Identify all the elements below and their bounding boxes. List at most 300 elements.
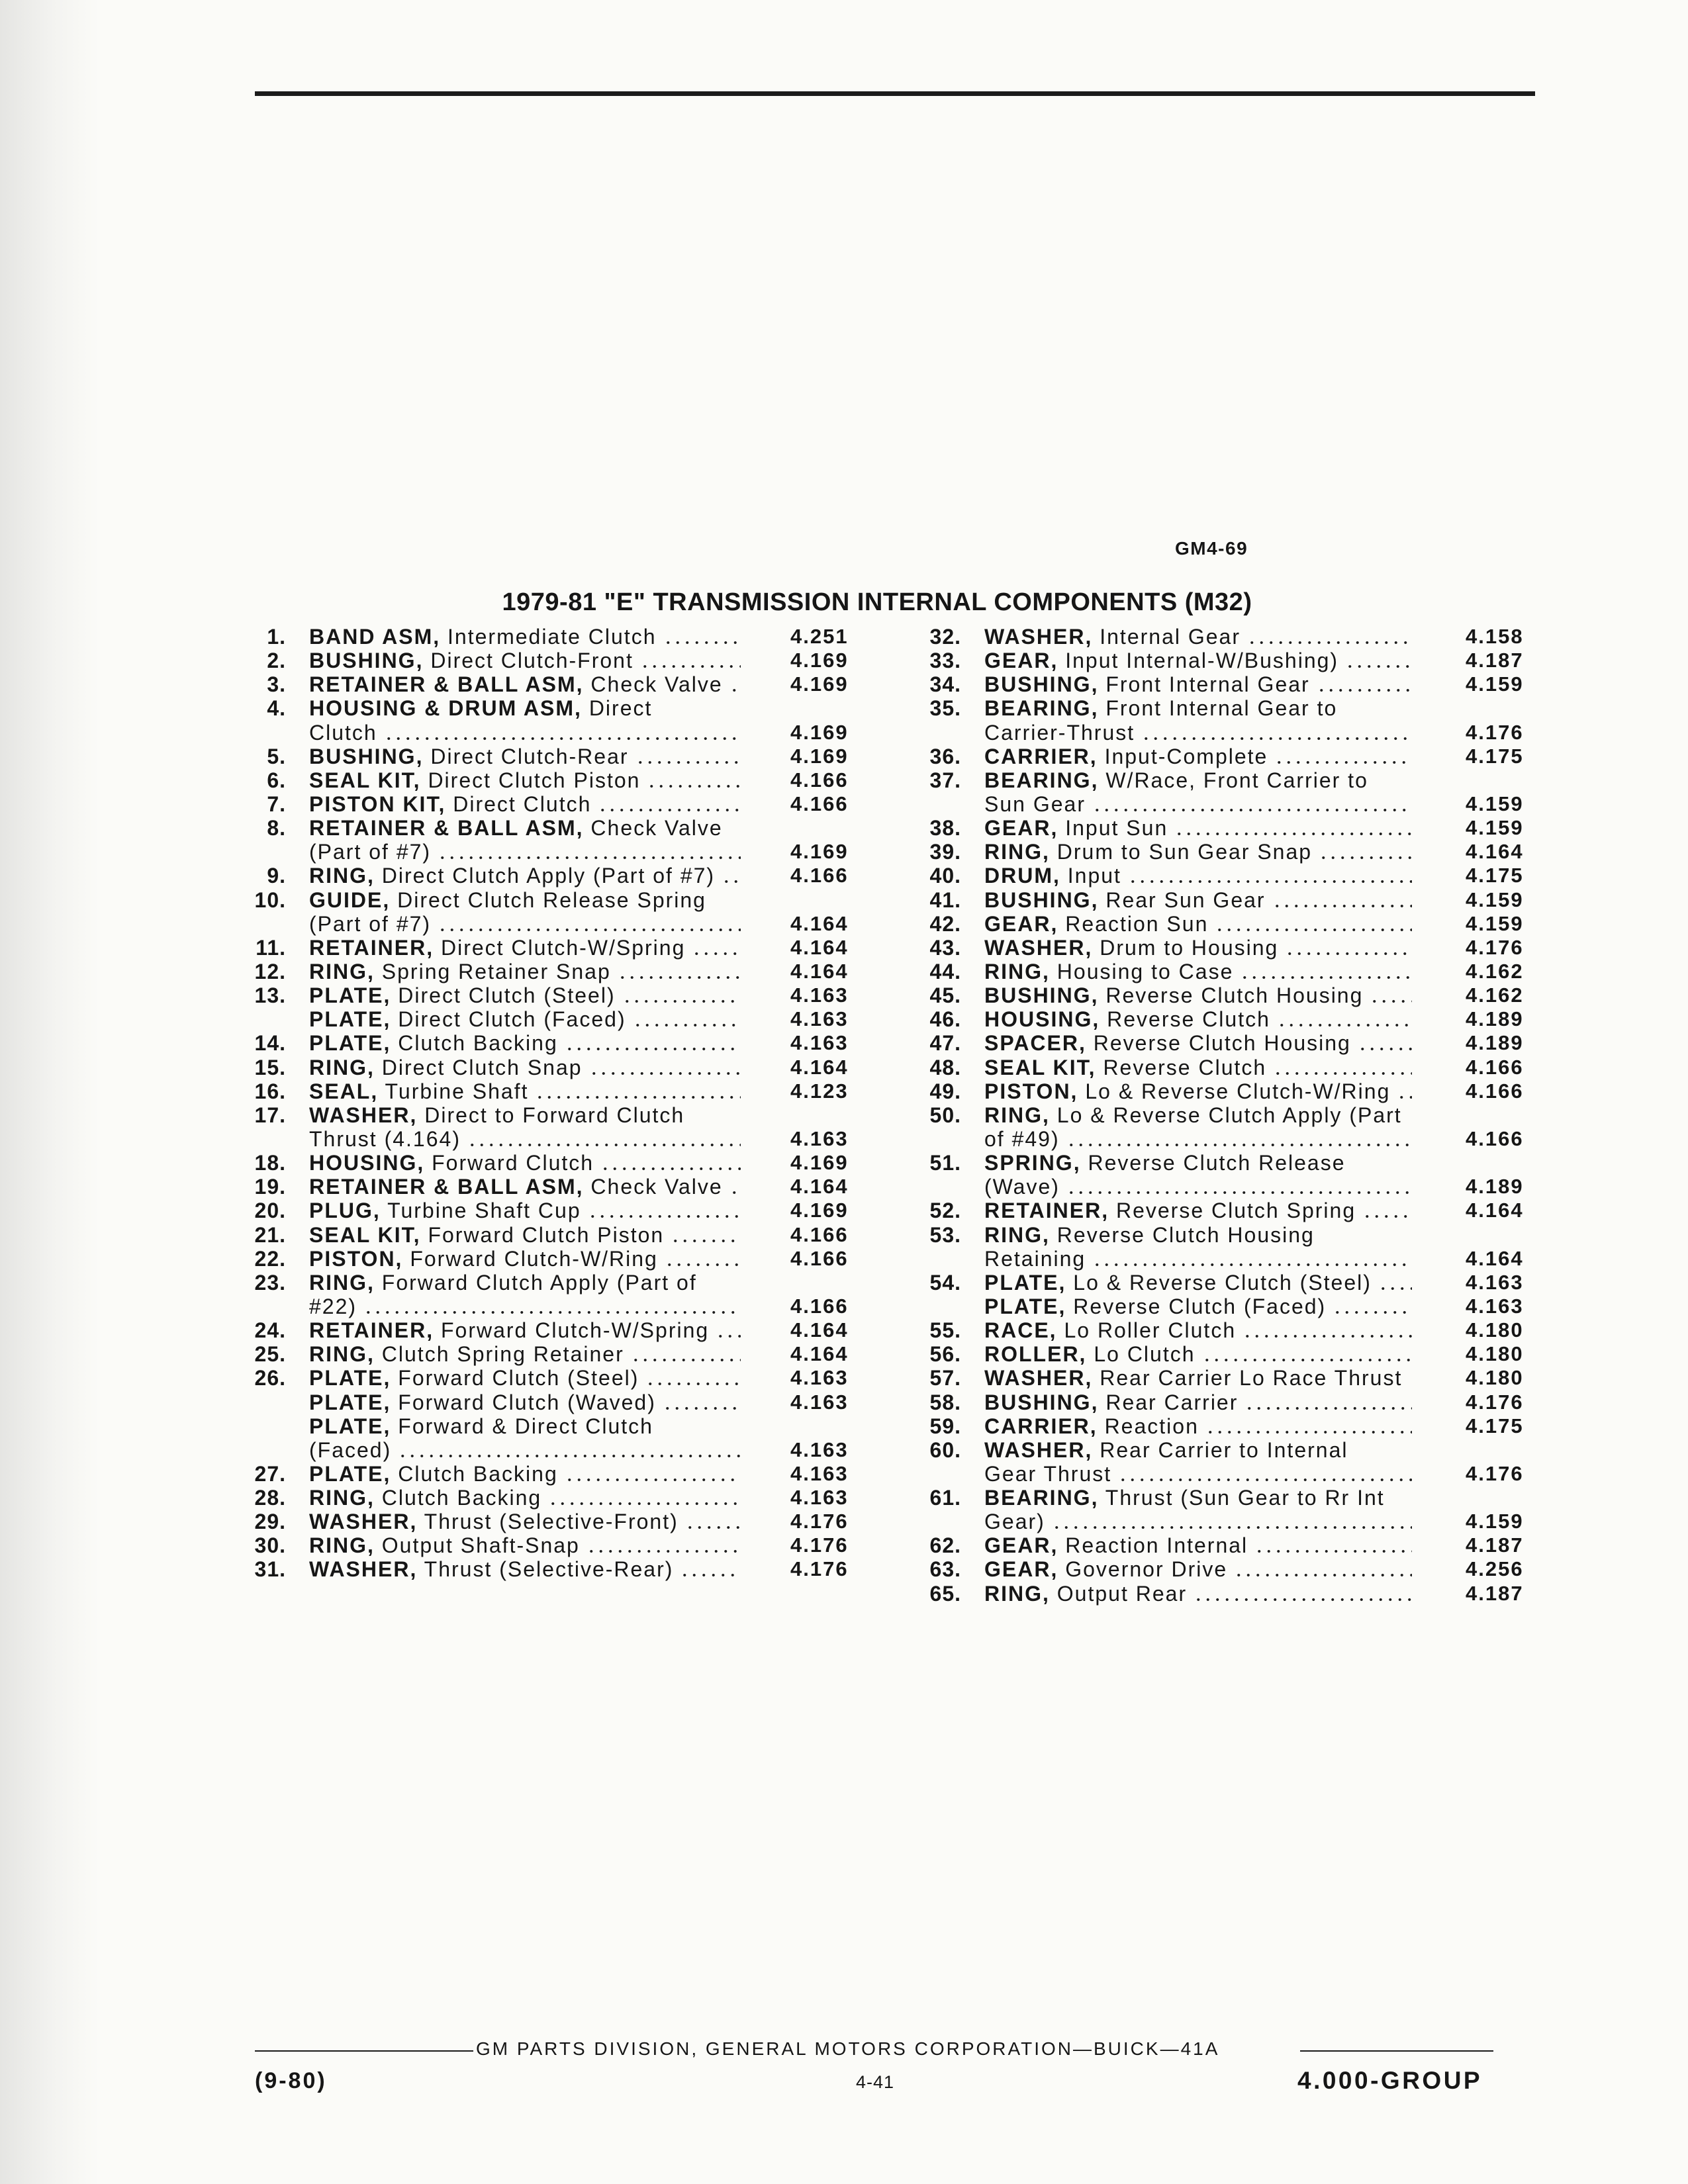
part-description: Internal Gear	[1100, 625, 1241, 649]
part-name: SEAL KIT,	[309, 768, 421, 792]
item-number: 41.	[929, 887, 961, 912]
group-number	[1466, 1151, 1532, 1175]
group-label: 4.000-GROUP	[1297, 2067, 1483, 2094]
part-name: RING,	[309, 864, 375, 888]
parts-row	[238, 983, 857, 1007]
part-description: Gear Thrust	[984, 1461, 1112, 1486]
part-description: W/Race, Front Carrier to	[1105, 768, 1368, 792]
item-label	[309, 840, 431, 864]
item-text	[309, 1175, 742, 1199]
part-description: Reaction	[1104, 1414, 1199, 1438]
item-number: 15.	[254, 1055, 286, 1079]
part-name: PLATE,	[309, 1366, 391, 1390]
group-number: 4.163	[790, 1366, 849, 1390]
part-description: Input	[1067, 864, 1121, 888]
parts-row	[238, 1438, 857, 1462]
item-number	[914, 1175, 961, 1199]
part-name: BUSHING,	[984, 887, 1099, 912]
part-name: SPACER,	[984, 1031, 1086, 1056]
item-text	[309, 649, 742, 672]
item-text	[984, 983, 1413, 1007]
item-number: 53.	[929, 1222, 961, 1247]
item-label	[984, 1438, 1348, 1462]
part-name: SEAL KIT,	[309, 1222, 421, 1247]
item-number	[914, 1247, 961, 1271]
page-title: 1979-81 "E" TRANSMISSION INTERNAL COMPONENTS (M32)	[502, 588, 1252, 616]
item-text	[984, 1462, 1413, 1486]
parts-row	[914, 936, 1532, 960]
group-number: 4.163	[790, 983, 849, 1007]
item-label	[309, 1295, 357, 1318]
group-number: 4.159	[1466, 816, 1524, 840]
parts-row	[914, 1390, 1532, 1414]
group-number: 4.159	[1466, 911, 1524, 935]
item-label	[309, 1533, 580, 1557]
item-number: 22.	[254, 1246, 286, 1271]
item-text	[309, 1103, 742, 1127]
part-name: RETAINER & BALL ASM,	[309, 672, 584, 697]
item-number: 55.	[929, 1318, 961, 1343]
group-number: 4.176	[1466, 1390, 1524, 1414]
group-number: 4.163	[790, 1390, 849, 1414]
dot-leader	[1409, 1366, 1412, 1390]
group-number: 4.189	[1466, 1175, 1524, 1199]
item-text	[309, 721, 742, 745]
part-description: Check Valve	[590, 1175, 723, 1199]
item-number: 34.	[929, 672, 961, 697]
parts-row	[914, 1318, 1532, 1342]
parts-row	[238, 1103, 857, 1127]
item-label	[309, 721, 377, 745]
group-number: 4.159	[1466, 887, 1524, 911]
item-label	[309, 912, 431, 936]
item-number: 8.	[267, 816, 286, 841]
item-label	[309, 768, 640, 792]
item-number: 42.	[929, 911, 961, 936]
part-name: RETAINER & BALL ASM,	[309, 1175, 584, 1199]
dot-leader	[384, 721, 741, 745]
item-label	[309, 649, 633, 672]
item-number	[238, 1295, 286, 1318]
item-label	[309, 1318, 709, 1342]
group-number: 4.166	[790, 1222, 849, 1246]
parts-row	[914, 1031, 1532, 1055]
item-label	[984, 1533, 1248, 1557]
dot-leader	[645, 1366, 741, 1390]
item-label	[309, 816, 723, 840]
item-text	[984, 1533, 1413, 1557]
dot-leader	[1378, 1271, 1412, 1295]
group-number: 4.176	[1466, 1461, 1524, 1485]
part-name: RETAINER & BALL ASM,	[309, 816, 584, 841]
item-text	[309, 1223, 742, 1247]
parts-row	[914, 912, 1532, 936]
item-text	[309, 792, 742, 816]
part-description: Direct	[588, 696, 653, 721]
item-text	[984, 888, 1413, 912]
item-text	[984, 960, 1413, 983]
group-number: 4.164	[1466, 840, 1524, 864]
part-name: RETAINER,	[309, 935, 434, 960]
item-text	[309, 888, 742, 912]
item-text	[309, 768, 742, 792]
part-name: PLATE,	[309, 983, 391, 1008]
item-number	[238, 1438, 286, 1462]
parts-row	[914, 840, 1532, 864]
part-name: BEARING,	[984, 696, 1099, 721]
top-rule	[255, 91, 1535, 96]
item-number: 11.	[256, 935, 286, 960]
part-description: Direct Clutch-Rear	[430, 744, 629, 768]
item-number: 52.	[929, 1199, 961, 1223]
parts-row	[914, 864, 1532, 887]
item-label	[984, 1582, 1187, 1606]
footer-rule-left	[255, 2050, 473, 2052]
item-number: 16.	[254, 1079, 286, 1103]
part-description: Turbine Shaft	[385, 1079, 529, 1103]
part-description: #22)	[309, 1294, 357, 1318]
group-number: 4.166	[790, 1294, 849, 1318]
item-label	[984, 1318, 1236, 1342]
item-number: 3.	[267, 672, 286, 697]
item-label	[984, 816, 1168, 840]
part-description: Housing to Case	[1056, 959, 1234, 983]
part-description: Drum to Sun Gear Snap	[1056, 840, 1313, 864]
part-name: RING,	[309, 1342, 375, 1367]
parts-column-right	[914, 625, 1532, 1606]
item-label	[984, 1271, 1372, 1295]
item-number: 30.	[254, 1533, 286, 1558]
group-number: 4.169	[790, 672, 849, 696]
item-text	[309, 1533, 742, 1557]
dot-leader	[548, 1486, 741, 1510]
footer-rule-right	[1300, 2050, 1493, 2052]
parts-row	[238, 1079, 857, 1103]
item-number	[238, 1127, 286, 1151]
part-name: SPRING,	[984, 1151, 1081, 1175]
part-description: Spring Retainer Snap	[381, 959, 611, 983]
part-name: RING,	[984, 1222, 1050, 1247]
group-number: 4.163	[790, 1437, 849, 1461]
item-number	[238, 1007, 286, 1031]
item-label	[309, 696, 652, 720]
part-description: Direct Clutch Apply (Part of #7)	[381, 864, 716, 888]
item-text	[309, 864, 742, 887]
item-label	[984, 792, 1086, 816]
part-name: WASHER,	[309, 1510, 418, 1534]
parts-row	[238, 1390, 857, 1414]
item-number: 57.	[929, 1366, 961, 1390]
item-label	[309, 888, 706, 912]
item-label	[984, 912, 1208, 936]
parts-row	[914, 649, 1532, 672]
dot-leader	[729, 1175, 741, 1199]
item-label	[984, 1103, 1402, 1127]
group-number: 4.169	[790, 1199, 849, 1222]
part-description: Direct Clutch-Front	[430, 649, 633, 673]
parts-row	[238, 1223, 857, 1247]
item-number: 51.	[929, 1151, 961, 1175]
item-number	[238, 721, 286, 745]
dot-leader	[1277, 1007, 1412, 1031]
part-name: PLATE,	[309, 1461, 391, 1486]
item-number: 18.	[254, 1151, 286, 1175]
item-text	[309, 1318, 742, 1342]
dot-leader	[438, 912, 741, 936]
group-number	[790, 1271, 857, 1295]
parts-row	[914, 745, 1532, 768]
dot-leader	[663, 625, 741, 649]
scan-edge-shading	[0, 0, 99, 2184]
parts-row	[914, 721, 1532, 745]
item-text	[309, 1295, 742, 1318]
dot-leader	[1234, 1557, 1412, 1581]
parts-row	[238, 625, 857, 649]
dot-leader	[716, 1318, 741, 1342]
item-number: 46.	[929, 1007, 961, 1032]
part-description: Forward Clutch	[432, 1151, 594, 1175]
item-text	[984, 864, 1413, 887]
item-text	[984, 912, 1413, 936]
parts-row	[914, 888, 1532, 912]
item-label	[309, 1079, 528, 1103]
part-description: Clutch Spring Retainer	[381, 1342, 624, 1367]
item-text	[309, 1557, 742, 1581]
dot-leader	[1215, 912, 1412, 936]
group-number: 4.187	[1466, 1533, 1524, 1557]
dot-leader	[1273, 1056, 1412, 1079]
parts-row	[238, 1247, 857, 1271]
item-number: 2.	[267, 649, 286, 673]
item-text	[309, 1079, 742, 1103]
dot-leader	[1174, 816, 1412, 840]
item-number: 54.	[929, 1270, 961, 1295]
item-number: 47.	[929, 1031, 961, 1056]
dot-leader	[363, 1295, 741, 1318]
dot-leader	[692, 936, 741, 960]
part-description: (Wave)	[984, 1175, 1060, 1199]
item-label	[984, 1247, 1086, 1271]
group-number: 4.169	[790, 1151, 849, 1175]
part-description: Reverse Clutch Spring	[1115, 1199, 1356, 1223]
group-number: 4.169	[790, 744, 849, 768]
parts-row	[914, 1486, 1532, 1510]
part-description: Input Sun	[1065, 816, 1168, 841]
group-number: 4.164	[790, 1175, 849, 1199]
item-text	[984, 936, 1413, 960]
group-number	[1466, 1486, 1532, 1510]
item-number: 27.	[254, 1461, 286, 1486]
item-label	[309, 625, 657, 649]
item-number: 59.	[929, 1414, 961, 1438]
part-description: Direct Clutch Piston	[428, 768, 641, 792]
item-label	[309, 1127, 461, 1151]
item-text	[984, 1510, 1413, 1533]
part-description: Front Internal Gear to	[1105, 696, 1338, 721]
item-number: 13.	[254, 983, 286, 1008]
parts-row	[914, 1056, 1532, 1079]
item-number	[914, 1462, 961, 1486]
part-description: Reverse Clutch Release	[1088, 1151, 1346, 1175]
parts-row	[238, 1056, 857, 1079]
footer-division-line: GM PARTS DIVISION, GENERAL MOTORS CORPORATION—BUICK—41A	[476, 2038, 1220, 2059]
group-number: 4.164	[790, 1318, 849, 1342]
part-description: Intermediate Clutch	[447, 625, 657, 649]
dot-leader	[1345, 649, 1412, 672]
part-description: (Faced)	[309, 1437, 392, 1462]
part-description: Direct Clutch (Steel)	[398, 983, 616, 1008]
part-description: of #49)	[984, 1126, 1060, 1151]
part-name: RING,	[309, 1270, 375, 1295]
item-text	[984, 696, 1413, 720]
footer-rule-row	[255, 2037, 1493, 2061]
item-number: 61.	[929, 1486, 961, 1510]
parts-row	[914, 1533, 1532, 1557]
group-number	[1466, 1103, 1532, 1127]
item-label	[984, 983, 1363, 1007]
part-description: Lo & Reverse Clutch Apply (Part	[1056, 1103, 1402, 1127]
part-name: BEARING,	[984, 1486, 1099, 1510]
group-number: 4.176	[1466, 720, 1524, 744]
group-number: 4.169	[790, 649, 849, 672]
parts-row	[914, 1557, 1532, 1581]
group-number	[790, 696, 857, 720]
item-text	[984, 1438, 1413, 1462]
item-label	[984, 649, 1338, 672]
part-description: Carrier-Thrust	[984, 720, 1135, 745]
part-name: SEAL KIT,	[984, 1055, 1096, 1079]
group-number: 4.162	[1466, 983, 1524, 1007]
parts-row	[238, 1199, 857, 1222]
parts-row	[238, 1318, 857, 1342]
part-description: Forward Clutch-W/Ring	[410, 1246, 658, 1271]
parts-row	[238, 1271, 857, 1295]
part-description: Direct Clutch	[453, 792, 592, 816]
parts-row	[914, 1079, 1532, 1103]
dot-leader	[1358, 1031, 1412, 1055]
item-label	[309, 1462, 558, 1486]
item-label	[984, 1510, 1045, 1533]
parts-row	[914, 1247, 1532, 1271]
part-name: ROLLER,	[984, 1342, 1087, 1367]
part-description: Thrust (4.164)	[309, 1126, 461, 1151]
part-description: Reverse Clutch	[1103, 1055, 1267, 1079]
parts-row	[914, 983, 1532, 1007]
group-number: 4.166	[1466, 1079, 1524, 1103]
item-number	[238, 840, 286, 864]
item-text	[984, 745, 1413, 768]
part-description: Lo Roller Clutch	[1064, 1318, 1237, 1343]
item-label	[984, 745, 1268, 768]
part-name: CARRIER,	[984, 744, 1098, 768]
item-label	[309, 1103, 684, 1127]
item-label	[984, 1199, 1356, 1222]
dot-leader	[598, 792, 741, 816]
part-name: RING,	[984, 959, 1050, 983]
part-name: RING,	[309, 1533, 375, 1558]
item-number: 10.	[254, 887, 286, 912]
item-text	[309, 1438, 742, 1462]
item-text	[309, 1414, 742, 1438]
part-description: Sun Gear	[984, 792, 1086, 816]
part-name: PLATE,	[309, 1031, 391, 1056]
part-name: PLATE,	[984, 1270, 1066, 1295]
parts-row	[914, 1295, 1532, 1318]
item-text	[309, 745, 742, 768]
parts-row	[238, 1342, 857, 1366]
dot-leader	[1092, 1247, 1412, 1271]
parts-row	[914, 1366, 1532, 1390]
parts-column-left	[238, 625, 857, 1582]
item-text	[309, 1007, 742, 1031]
parts-row	[914, 1342, 1532, 1366]
item-number: 21.	[254, 1222, 286, 1247]
dot-leader	[680, 1557, 741, 1581]
item-text	[984, 672, 1413, 696]
item-text	[984, 721, 1413, 745]
part-name: BEARING,	[984, 768, 1099, 792]
dot-leader	[1128, 864, 1412, 887]
item-number: 12.	[254, 959, 286, 983]
part-description: Input Internal-W/Bushing)	[1065, 649, 1339, 673]
dot-leader	[467, 1127, 741, 1151]
dot-leader	[1333, 1295, 1412, 1318]
dot-leader	[647, 768, 741, 792]
group-number: 4.256	[1466, 1557, 1524, 1581]
item-label	[309, 960, 611, 983]
parts-row	[238, 1510, 857, 1533]
group-number: 4.180	[1466, 1342, 1524, 1366]
group-number: 4.163	[1466, 1270, 1524, 1294]
item-number: 28.	[254, 1486, 286, 1510]
parts-row	[914, 1103, 1532, 1127]
item-label	[309, 1007, 626, 1031]
parts-row	[914, 1127, 1532, 1151]
item-label	[984, 1414, 1199, 1438]
item-label	[984, 1031, 1351, 1055]
item-label	[984, 1462, 1111, 1486]
item-number	[914, 1510, 961, 1533]
item-number: 17.	[254, 1103, 286, 1127]
part-description: (Part of #7)	[309, 911, 432, 936]
item-text	[309, 1271, 742, 1295]
dot-leader	[635, 745, 741, 768]
part-description: Reverse Clutch (Faced)	[1073, 1294, 1327, 1318]
part-name: WASHER,	[309, 1557, 418, 1582]
dot-leader	[1285, 936, 1412, 960]
item-label	[984, 1366, 1402, 1390]
parts-row	[914, 1414, 1532, 1438]
parts-row	[238, 721, 857, 745]
part-description: Direct to Forward Clutch	[424, 1103, 685, 1127]
dot-leader	[1092, 792, 1412, 816]
item-label	[309, 1366, 639, 1390]
item-text	[984, 792, 1413, 816]
group-number: 4.163	[790, 1486, 849, 1510]
group-number: 4.159	[1466, 792, 1524, 815]
part-name: GEAR,	[984, 911, 1058, 936]
part-description: Output Rear	[1056, 1581, 1188, 1606]
dot-leader	[1317, 672, 1412, 696]
parts-row	[238, 1175, 857, 1199]
item-number: 50.	[929, 1103, 961, 1127]
item-text	[309, 696, 742, 720]
item-number: 37.	[929, 768, 961, 792]
part-name: RING,	[309, 1486, 375, 1510]
parts-row	[238, 792, 857, 816]
item-label	[309, 672, 723, 696]
part-description: Turbine Shaft Cup	[387, 1199, 581, 1223]
